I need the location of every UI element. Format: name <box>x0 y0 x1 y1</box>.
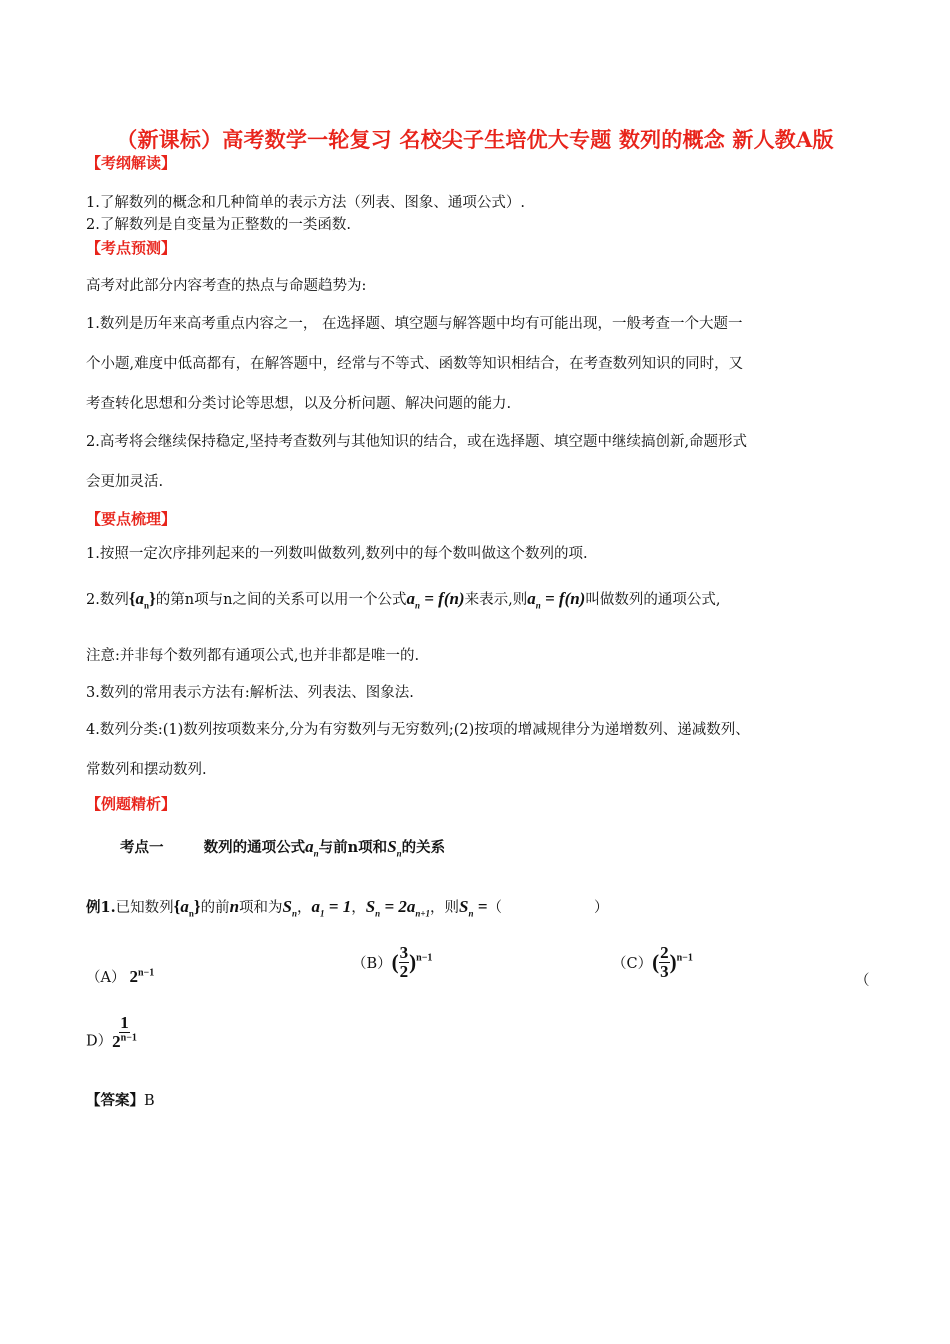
option-c: （C）( $\frac{2}{3}$ )$^{n-1}$ <box>612 943 693 981</box>
yaodian-note: 注意:并非每个数列都有通项公式,也并非都是唯一的. <box>86 648 420 664</box>
example-1-text-d: ，则 <box>430 900 460 916</box>
kaogang-item-1: 1.了解数列的概念和几种简单的表示方法（列表、图象、通项公式）. <box>86 195 525 211</box>
answer-value: B <box>144 1093 155 1109</box>
yaodian-item-2 <box>86 588 720 609</box>
option-d <box>86 1014 137 1051</box>
section-heading-kaodian: 【考点预测】 <box>86 239 177 257</box>
option-a-label: （A） <box>86 970 126 986</box>
example-1-text-c: 项和为 <box>239 900 283 916</box>
example-1-comma-2: ， <box>351 900 366 916</box>
answer-label: 【答案】 <box>86 1092 144 1109</box>
option-c-fraction: $\frac{2}{3}$ <box>660 943 669 981</box>
formula-an-eq-fn-2: $a_n = f(n)$ <box>527 589 586 611</box>
kaodian-one-text-a: 数列的通项公式 <box>203 839 306 856</box>
yaodian-item-2-text-d: 叫做数列的通项公式, <box>585 592 721 608</box>
formula-sn-eq-2an1: $S_n = 2a_{n+1}$ <box>365 897 431 919</box>
example-1-label: 例1. <box>86 899 116 916</box>
kaodian-one-label: 考点一 <box>120 839 164 856</box>
example-1-bracket-close: ） <box>593 900 609 916</box>
yaodian-item-2-text-c: 来表示,则 <box>464 592 528 608</box>
example-1-text-a: 已知数列 <box>115 900 174 916</box>
option-d-fraction: $\frac{1}{2^{n-1}}$ <box>112 1013 137 1051</box>
example-1-text-b: 的前 <box>200 900 230 916</box>
formula-sn-eq: $S_n$ = <box>459 897 488 919</box>
option-d-label: D） <box>86 1033 113 1050</box>
option-d-open-paren: （ <box>855 973 870 989</box>
kaogang-item-2: 2.了解数列是自变量为正整数的一类函数. <box>86 217 351 233</box>
formula-a1-eq-1: $a_1 = 1$ <box>311 897 352 919</box>
kaodian-one-text-c: 的关系 <box>401 839 446 856</box>
formula-an-eq-fn: $a_n = f(n)$ <box>406 589 465 611</box>
formula-an: $a_n$ <box>305 837 319 859</box>
option-a <box>86 966 154 987</box>
option-b: （B）( $\frac{3}{2}$ )$^{n-1}$ <box>352 943 433 981</box>
kaodian-line-3: 个小题,难度中低高都有，在解答题中，经常与不等式、函数等知识相结合，在考查数列知识的同时，又 <box>86 356 744 372</box>
yaodian-item-4-line-1: 4.数列分类:(1)数列按项数来分,分为有穷数列与无穷数列;(2)按项的增减规律分为递增数列、递减数列、 <box>86 722 750 738</box>
kaodian-line-1: 高考对此部分内容考查的热点与命题趋势为: <box>86 278 367 294</box>
example-1-stem <box>86 896 608 917</box>
kaodian-line-2: 1.数列是历年来高考重点内容之一， 在选择题、填空题与解答题中均有可能出现，一般考查一个大题一 <box>86 316 743 332</box>
option-a-formula: $2^{n-1}$ <box>129 967 155 986</box>
yaodian-item-2-text-a: 2.数列 <box>86 592 129 608</box>
option-b-label: （B） <box>352 955 392 972</box>
example-1-comma-1: ， <box>297 900 312 916</box>
formula-n: n <box>229 897 240 916</box>
formula-sn: $S_n$ <box>387 837 402 859</box>
kaodian-line-5: 2.高考将会继续保持稳定,坚持考查数列与其他知识的结合，或在选择题、填空题中继续搞创新,命题形式 <box>86 434 748 450</box>
yaodian-item-4-line-2: 常数列和摆动数列. <box>86 762 207 778</box>
formula-sequence-an: $\{a_n\}$ <box>173 897 201 919</box>
answer <box>86 1089 155 1110</box>
section-heading-yaodian: 【要点梳理】 <box>86 510 177 528</box>
option-b-fraction: $\frac{3}{2}$ <box>399 943 409 981</box>
yaodian-item-3: 3.数列的常用表示方法有:解析法、列表法、图象法. <box>86 685 414 701</box>
yaodian-item-2-text-b: 的第n项与n之间的关系可以用一个公式 <box>155 592 407 608</box>
kaodian-line-4: 考查转化思想和分类讨论等思想，以及分析问题、解决问题的能力. <box>86 396 512 412</box>
example-1-bracket-open: （ <box>487 900 502 916</box>
page-title: （新课标）高考数学一轮复习 名校尖子生培优大专题 数列的概念 新人教A版 <box>116 127 834 152</box>
sequence-an-formula: $\{a_n\}$ <box>128 589 156 611</box>
section-heading-kaogang: 【考纲解读】 <box>86 154 177 172</box>
kaodian-one-text-b: 与前n项和 <box>318 839 388 856</box>
kaodian-line-6: 会更加灵活. <box>86 474 164 490</box>
formula-sn-2: $S_n$ <box>282 897 298 919</box>
option-c-label: （C） <box>612 955 653 972</box>
section-heading-liti: 【例题精析】 <box>86 795 177 813</box>
kaodian-one-heading <box>120 836 445 857</box>
yaodian-item-1: 1.按照一定次序排列起来的一列数叫做数列,数列中的每个数叫做这个数列的项. <box>86 546 588 562</box>
